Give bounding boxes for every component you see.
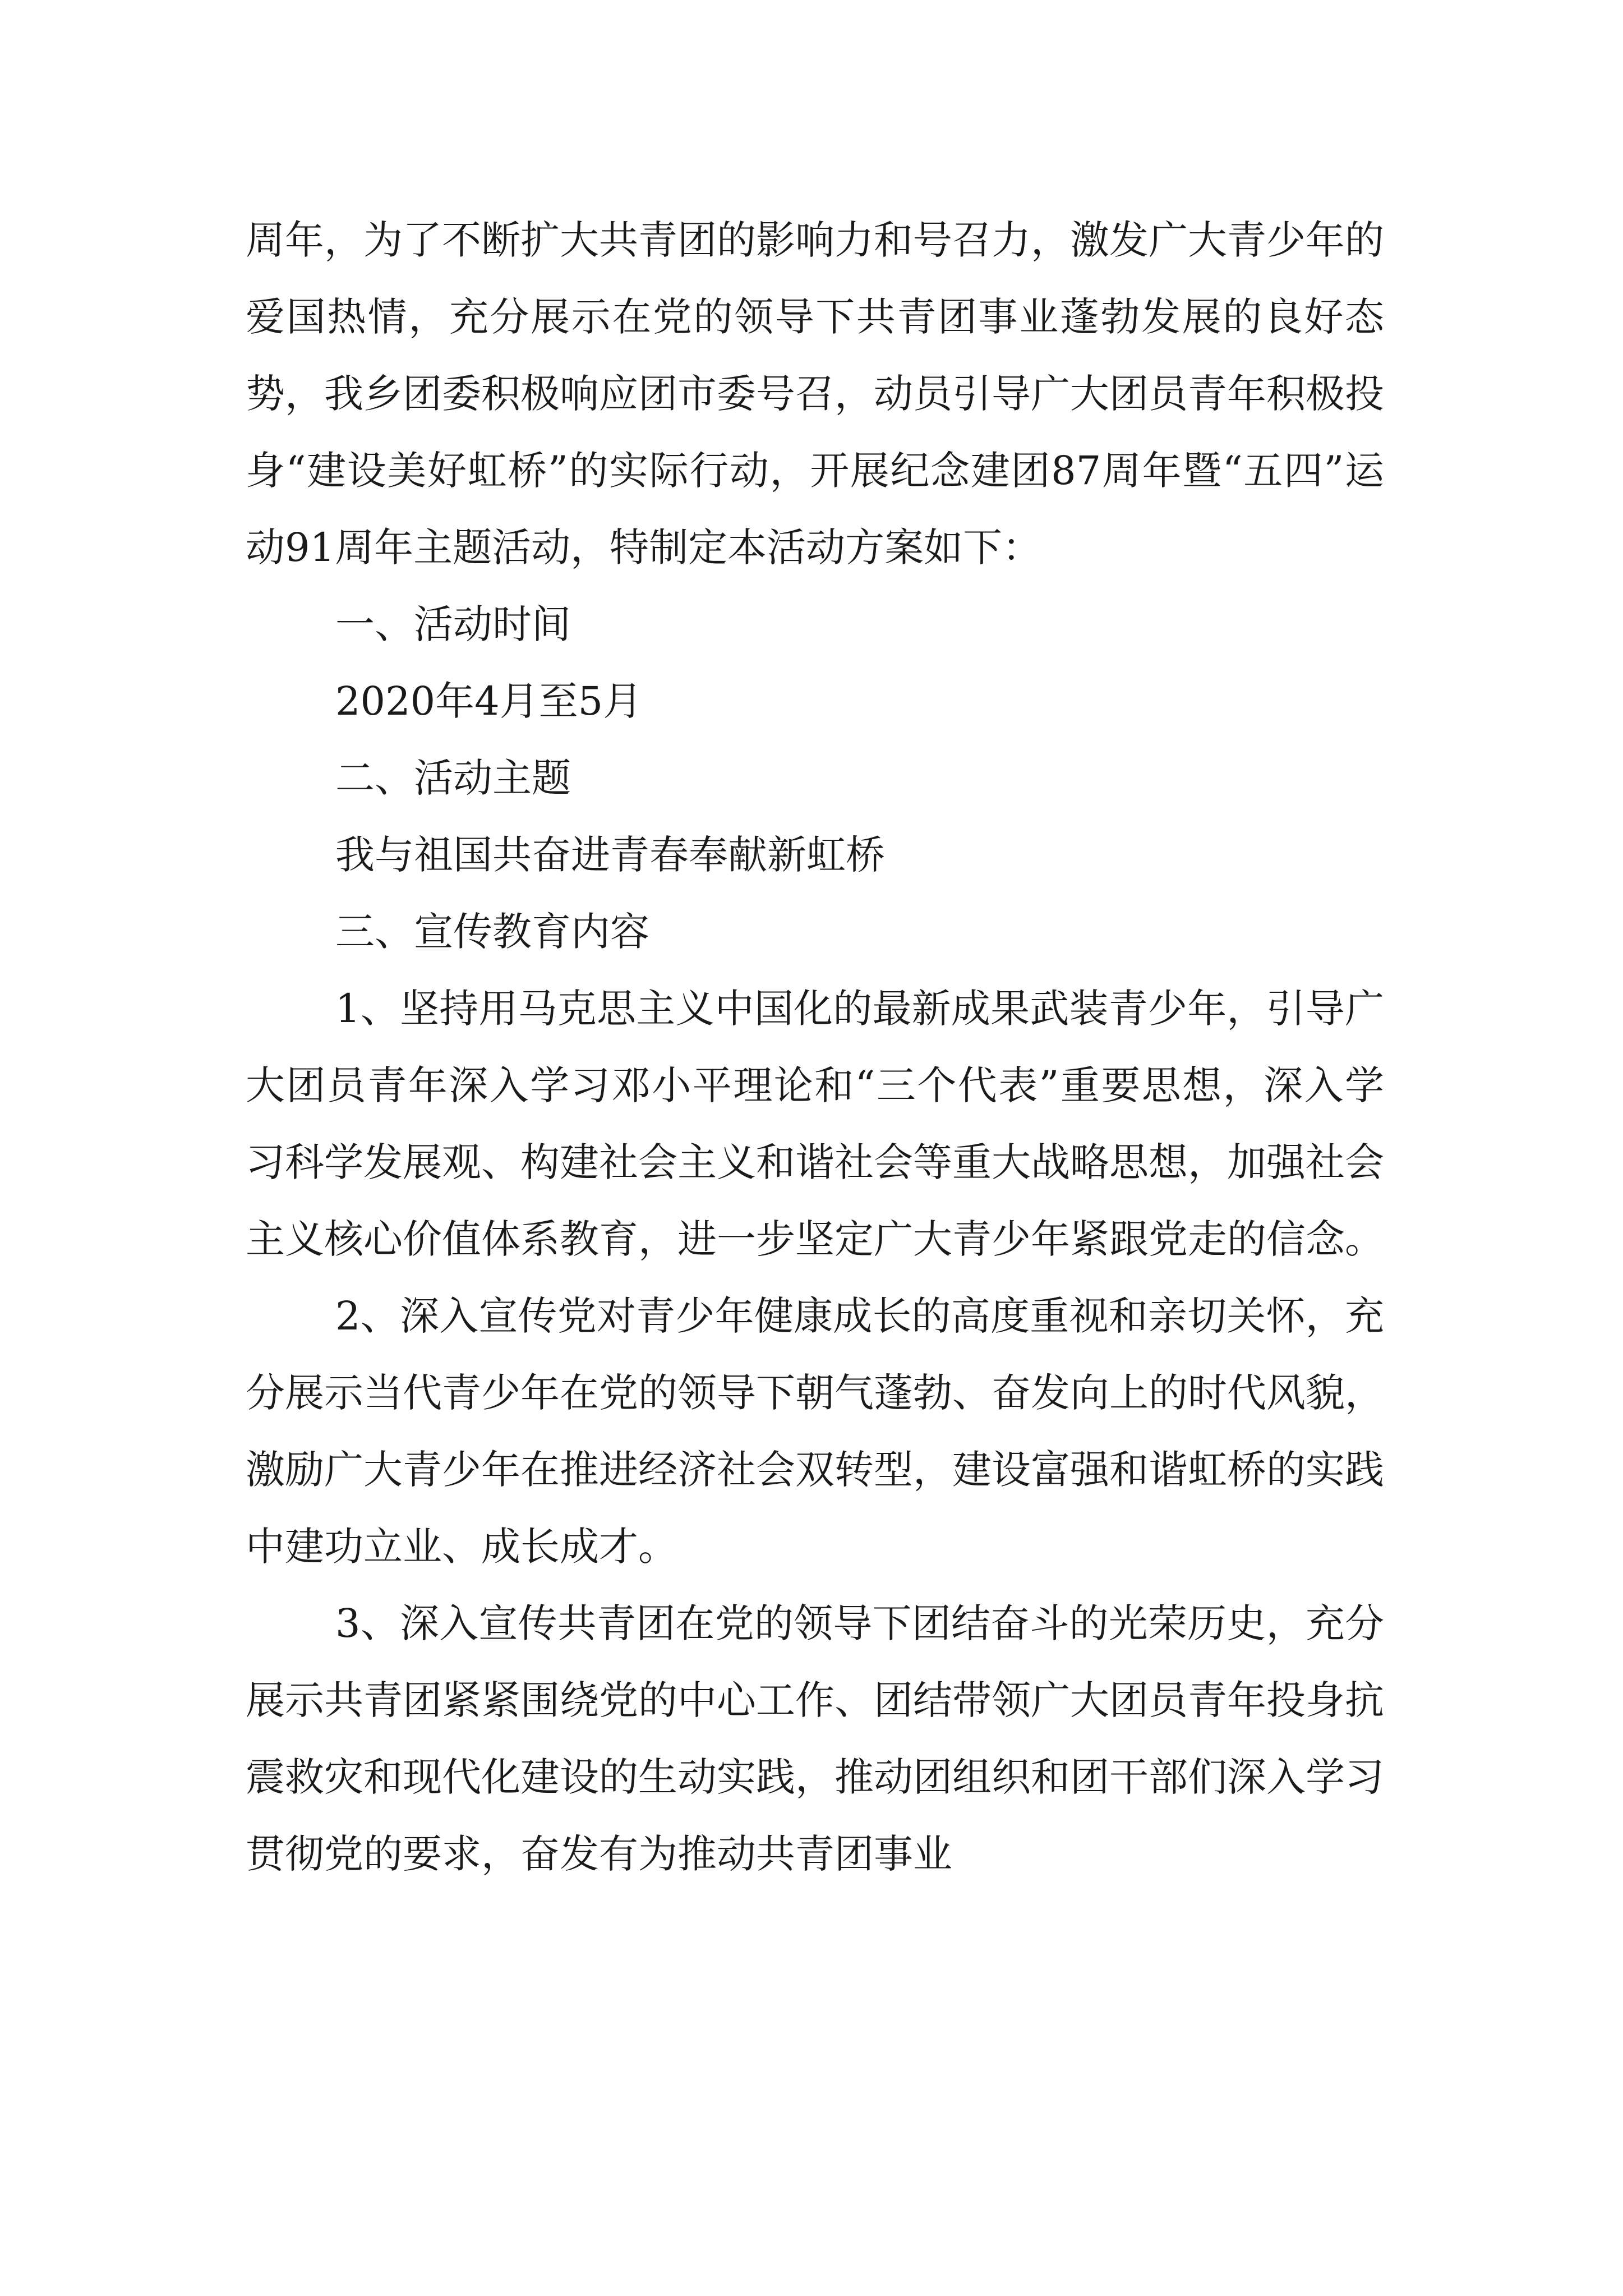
education-item-3: 3、深入宣传共青团在党的领导下团结奋斗的光荣历史，充分展示共青团紧紧围绕党的中心工作、团结带领广大团员青年投身抗震救灾和现代化建设的生动实践，推动团组织和团干部们深入学习贯彻党的要求，奋发有为推动共青团事业 [246,1600,1384,1877]
intro-paragraph: 周年，为了不断扩大共青团的影响力和号召力，激发广大青少年的爱国热情，充分展示在党的领导下共青团事业蓬勃发展的良好态势，我乡团委积极响应团市委号召，动员引导广大团员青年积极投身“建设美好虹桥”的实际行动，开展纪念建团87周年暨“五四”运动91周年主题活动，特制定本活动方案如下： [246,217,1384,570]
document-body [246,202,1384,1893]
activity-theme-value: 我与祖国共奋进青春奉献新虹桥 [335,832,885,878]
section-heading-activity-theme: 二、活动主题 [335,755,571,801]
activity-time-value: 2020年4月至5月 [335,678,643,724]
education-item-2: 2、深入宣传党对青少年健康成长的高度重视和亲切关怀，充分展示当代青少年在党的领导下朝气蓬勃、奋发向上的时代风貌，激励广大青少年在推进经济社会双转型，建设富强和谐虹桥的实践中建功立业、成长成才。 [246,1293,1384,1570]
education-item-1: 1、坚持用马克思主义中国化的最新成果武装青少年，引导广大团员青年深入学习邓小平理论和“三个代表”重要思想，深入学习科学发展观、构建社会主义和谐社会等重大战略思想，加强社会主义核心价值体系教育，进一步坚定广大青少年紧跟党走的信念。 [246,986,1384,1262]
section-heading-education-content: 三、宣传教育内容 [335,909,649,955]
section-heading-activity-time: 一、活动时间 [335,601,571,647]
